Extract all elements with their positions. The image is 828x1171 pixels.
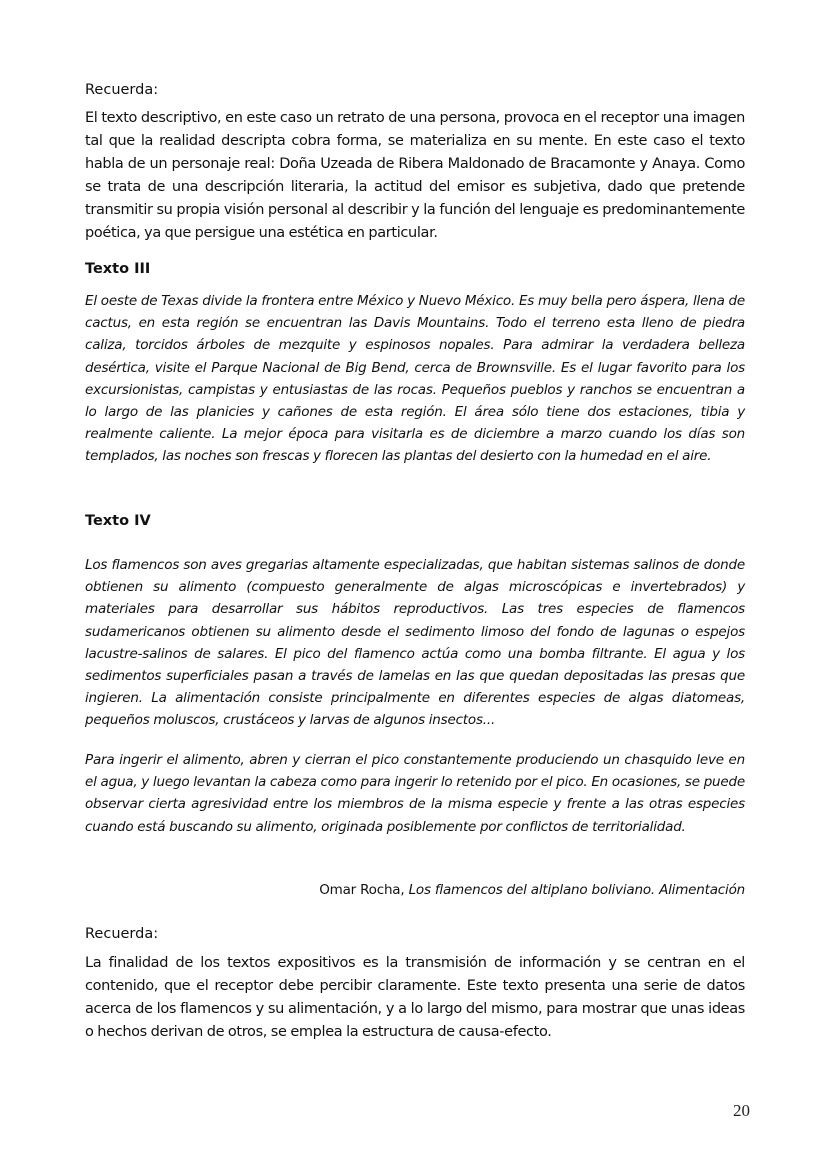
texto-iii-paragraph: El oeste de Texas divide la frontera entre México y Nuevo México. Es muy bella pero áspera, llena de cactus, en esta región se encuentran las Davis Mountains. Todo el terreno esta lleno de piedra caliza, torcidos árboles de mezquite y espinosos nopales. Para admirar la verdadera belleza desértica, visite el Parque Nacional de Big Bend, cerca de Brownsville. Es el lugar favorito para los excursionistas, campistas y entusiastas de las rocas. Pequeños pueblos y ranchos se encuentran a lo largo de las planicies y cañones de esta región. El área sólo tiene dos estaciones, tibia y realmente caliente. La mejor época para visitarla es de diciembre a marzo cuando los días son templados, las noches son frescas y florecen las plantas del desierto con la humedad en el aire. — [85, 293, 745, 465]
recuerda-paragraph-1: El texto descriptivo, en este caso un retrato de una persona, provoca en el receptor una imagen tal que la realidad descripta cobra forma, se materializa en su mente. En este caso el texto habla de un personaje real: Doña Uzeada de Ribera Maldonado de Bracamonte y Anaya. Como se trata de una descripción literaria, la actitud del emisor es subjetiva, dado que pretende transmitir su propia visión personal al describir y la función del lenguaje es predominantemente poética, ya que persigue una estética en particular. — [85, 110, 745, 241]
recuerda-paragraph-2: La finalidad de los textos expositivos es la transmisión de información y se centran en el contenido, que el receptor debe percibir claramente. Este texto presenta una serie de datos acerca de los flamencos y su alimentación, y a lo largo del mismo, para mostrar que unas ideas o hechos derivan de otros, se emplea la estructura de causa-efecto. — [85, 955, 745, 1040]
attribution-author: Omar Rocha, — [319, 882, 409, 898]
attribution — [85, 880, 745, 900]
texto-iv-paragraph-2: Para ingerir el alimento, abren y cierran el pico constantemente produciendo un chasquido leve en el agua, y luego levantan la cabeza como para ingerir lo retenido por el pico. En ocasiones, se puede observar cierta agresividad entre los miembros de la misma especie y frente a las otras especies cuando está buscando su alimento, originada posiblemente por conflictos de territorialidad. — [85, 752, 745, 835]
page-number: 20 — [733, 1101, 750, 1120]
recuerda-label-1: Recuerda: — [85, 82, 159, 98]
attribution-work: Los flamencos del altiplano boliviano. Alimentación — [408, 882, 745, 898]
recuerda-label-2: Recuerda: — [85, 926, 159, 942]
texto-iv-heading: Texto IV — [85, 513, 151, 529]
texto-iii-heading: Texto III — [85, 261, 151, 277]
texto-iv-paragraph-1: Los flamencos son aves gregarias altamente especializadas, que habitan sistemas salinos de donde obtienen su alimento (compuesto generalmente de algas microscópicas e invertebrados) y materiales para desarrollar sus hábitos reproductivos. Las tres especies de flamencos sudamericanos obtienen su alimento desde el sedimento limoso del fondo de lagunas o espejos lacustre-salinos de salares. El pico del flamenco actúa como una bomba filtrante. El agua y los sedimentos superficiales pasan a través de lamelas en las que quedan depositadas las presas que ingieren. La alimentación consiste principalmente en diferentes especies de algas diatomeas, pequeños moluscos, crustáceos y larvas de algunos insectos... — [85, 557, 745, 729]
